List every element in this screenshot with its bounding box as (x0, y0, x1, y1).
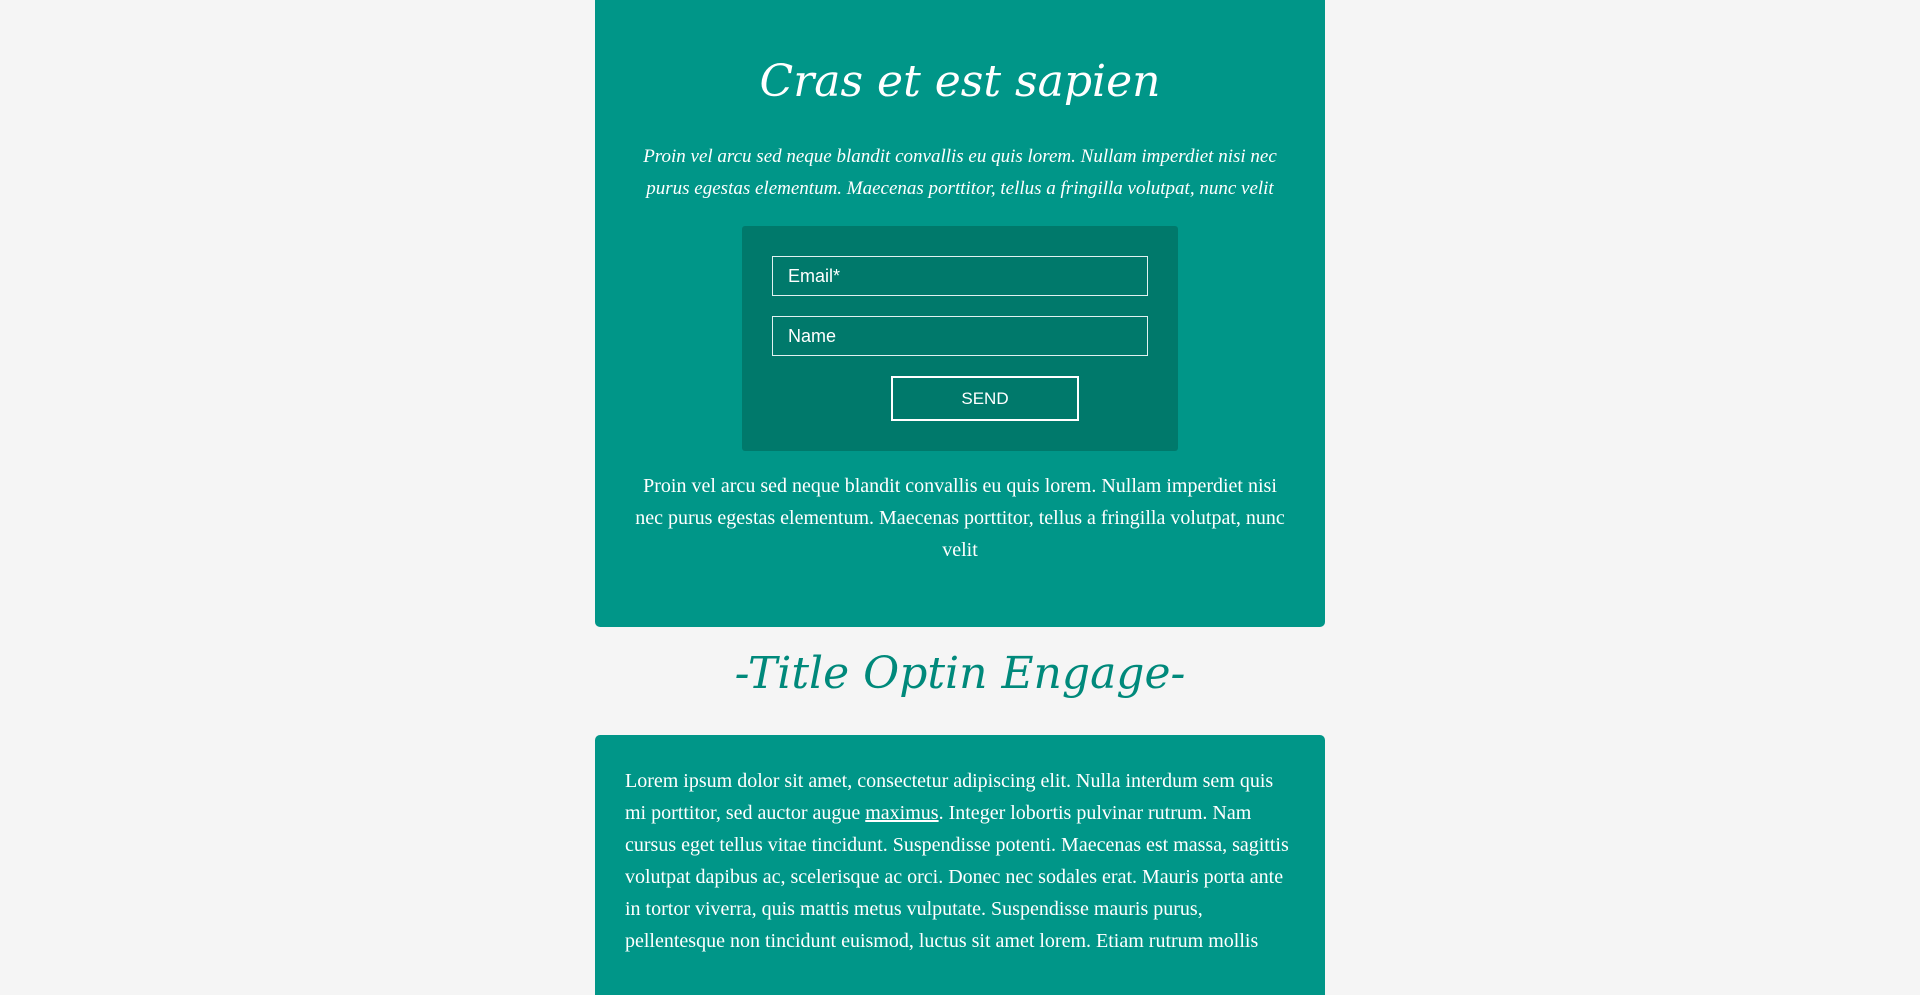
section-title: -Title Optin Engage- (734, 648, 1186, 699)
content-text-end: . Integer lobortis pulvinar rutrum. Nam cursus eget tellus vitae tincidunt. Suspendisse potenti. Maecenas est massa, sagittis volutpat dapibus ac, scelerisque ac orci. Donec nec sodales erat. Mauris porta ante in tortor viverra, quis mattis metus vulputate. Suspendisse mauris purus, pellentesque non tincidunt euismod, luctus sit amet lorem. Etiam rutrum mollis (625, 802, 1289, 952)
optin-title: Cras et est sapien (759, 56, 1161, 107)
name-field[interactable] (772, 316, 1148, 356)
content-paragraph (625, 765, 1295, 957)
optin-form (742, 226, 1178, 451)
optin-card (595, 0, 1325, 627)
send-button[interactable]: SEND (891, 376, 1079, 421)
maximus-link[interactable]: maximus (865, 802, 939, 824)
email-field[interactable] (772, 256, 1148, 296)
content-card (595, 735, 1325, 995)
optin-subtitle: Proin vel arcu sed neque blandit convallis eu quis lorem. Nullam imperdiet nisi nec purus egestas elementum. Maecenas porttitor, tellus a fringilla volutpat, nunc velit (643, 146, 1277, 199)
content-text-start: Lorem ipsum dolor sit amet, consectetur adipiscing elit. Nulla interdum sem quis mi porttitor, sed auctor augue (625, 770, 1274, 824)
optin-body-text: Proin vel arcu sed neque blandit convallis eu quis lorem. Nullam imperdiet nisi nec purus egestas elementum. Maecenas porttitor, tellus a fringilla volutpat, nunc velit (635, 475, 1285, 561)
